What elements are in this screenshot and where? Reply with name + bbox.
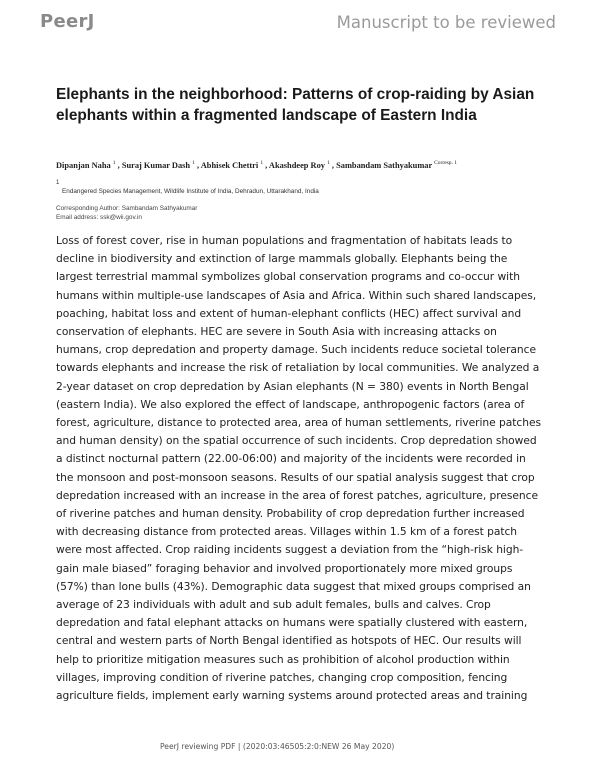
abstract-line: Loss of forest cover, rise in human populations and fragmentation of habitats leads to xyxy=(56,234,513,247)
author-name: Dipanjan Naha xyxy=(56,160,111,170)
abstract-line: of riverine patches and human density. Probability of crop depredation further increased xyxy=(56,507,525,521)
author-affiliation-sup: 1 xyxy=(112,160,116,166)
author-name: Sambandam Sathyakumar xyxy=(336,160,433,170)
abstract-line: (57%) than lone bulls (43%). Demographic data suggest that mixed groups comprised an xyxy=(56,579,531,593)
abstract xyxy=(56,232,576,705)
author-affiliation-sup: 1 xyxy=(327,160,330,166)
author-name: Akashdeep Roy xyxy=(268,160,325,170)
abstract-line: humans, crop depredation and property damage. Such incidents reduce societal tolerance xyxy=(56,343,536,357)
abstract-line: villages, improving condition of riverine patches, changing crop composition, fencing xyxy=(56,670,508,684)
abstract-line: and human density) on the spatial occurrence of such incidents. Crop depredation showed xyxy=(56,434,537,448)
abstract-line: the monsoon and post-monsoon seasons. Results of our spatial analysis suggest that crop xyxy=(56,470,535,484)
abstract-line: depredation increased with an increase in the area of forest patches, agriculture, presence xyxy=(56,488,538,502)
abstract-line: 2-year dataset on crop depredation by Asian elephants (N = 380) events in North Bengal xyxy=(56,379,529,393)
corresponding-author: Corresponding Author: Sambandam Sathyakumar xyxy=(56,205,198,212)
peerj-logo: PeerJ xyxy=(40,11,95,32)
email-address: Email address: ssk@wii.gov.in xyxy=(56,214,142,221)
abstract-line: central and western parts of North Bengal identified as hotspots of HEC. Our results will xyxy=(56,634,522,648)
abstract-line: were most affected. Crop raiding incidents suggest a deviation from the “high-risk high- xyxy=(56,543,524,557)
article-title: Elephants in the neighborhood: Patterns of crop-raiding by Asian elephants within a fragmented landscape of Eastern India xyxy=(56,86,535,124)
affiliation: Endangered Species Management, Wildlife Institute of India, Dehradun, Uttarakhand, India xyxy=(62,188,319,195)
abstract-line: depredation and fatal elephant attacks on humans were spatially clustered with eastern, xyxy=(56,616,528,630)
abstract-line: gain male biased” foraging behavior and involved proportionately more mixed groups xyxy=(56,561,513,575)
abstract-line: poaching, habitat loss and extent of human-elephant conflicts (HEC) affect survival and xyxy=(56,306,522,320)
author-list: Dipanjan Naha $^1$ , Suraj Kumar Dash $^1$ , Abhisek Chettri $^1$ , Akashdeep Roy $^1$ , Sambandam Sathyakumar $^{Corresp. 1}$ xyxy=(56,160,458,170)
abstract-line: towards elephants and increase the risk of retaliation by local communities. We analyzed a xyxy=(56,361,540,375)
abstract-line: help to prioritize mitigation measures such as prohibition of alcohol production within xyxy=(56,652,510,666)
abstract-line: humans within multiple-use landscapes of Asia and Africa. Within such shared landscapes, xyxy=(56,288,537,302)
abstract-line: forest, agriculture, distance to protected area, area of human settlements, riverine patches xyxy=(56,416,541,430)
abstract-line: decline in biodiversity and extinction of large mammals globally. Elephants being the xyxy=(56,252,508,266)
abstract-line: agriculture fields, implement early warning systems around protected areas and training xyxy=(56,689,528,703)
abstract-line: largest terrestrial mammal symbolizes global conservation programs and co-occur with xyxy=(56,270,520,284)
abstract-line: conservation of elephants. HEC are severe in South Asia with increasing attacks on xyxy=(56,325,497,339)
affiliation-number: 1 xyxy=(56,180,60,186)
review-status: Manuscript to be reviewed xyxy=(336,13,556,32)
author-name: Suraj Kumar Dash xyxy=(121,160,191,170)
page-footer: PeerJ reviewing PDF | (2020:03:46505:2:0:NEW 26 May 2020) xyxy=(160,742,395,751)
author-affiliation-sup: Corresp. 1 xyxy=(434,160,458,166)
author-affiliation-sup: 1 xyxy=(192,160,195,166)
abstract-line: a distinct nocturnal pattern (22.00-06:00) and majority of the incidents were recorded in xyxy=(56,452,526,466)
author-name: Abhisek Chettri xyxy=(200,160,259,170)
correspondence-block xyxy=(56,204,197,222)
abstract-line: (eastern India). We also explored the effect of landscape, anthropogenic factors (area of xyxy=(56,397,525,411)
author-affiliation-sup: 1 xyxy=(260,160,264,166)
abstract-line: average of 23 individuals with adult and sub adult females, bulls and calves. Crop xyxy=(56,598,491,612)
abstract-line: with decreasing distance from protected areas. Villages within 1.5 km of a forest patch xyxy=(56,525,518,539)
